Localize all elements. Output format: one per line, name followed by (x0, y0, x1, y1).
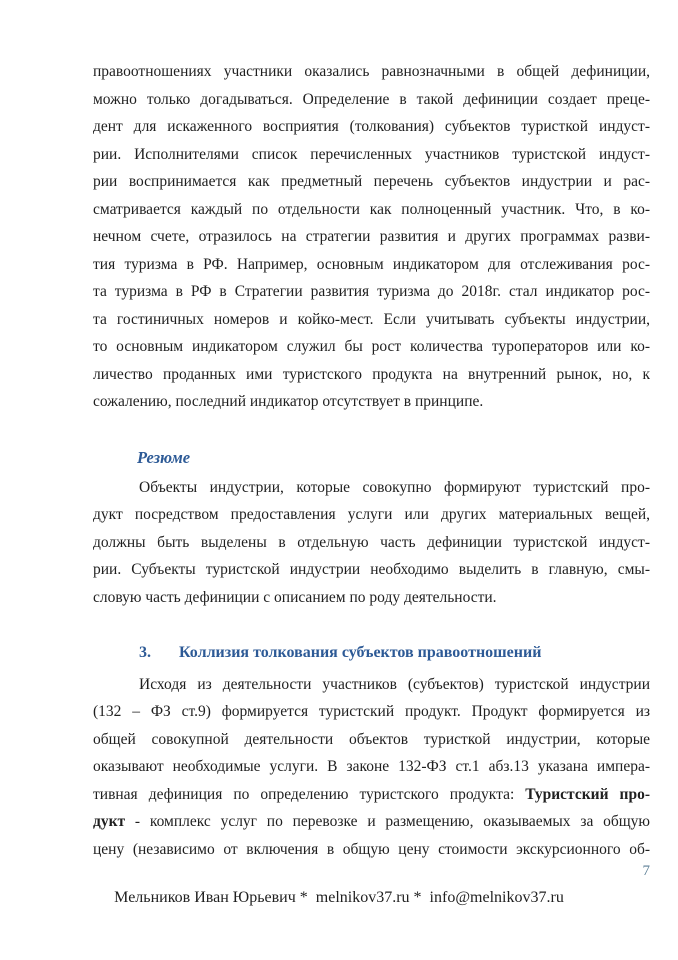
text-line: Объекты индустрии, которые совокупно формируют туристский про- (139, 478, 650, 496)
text-line: можно только догадываться. Определение в такой дефиниции создает преце- (93, 90, 650, 108)
text-line: оказывают необходимые услуги. В законе 132-ФЗ ст.1 абз.13 указана импера- (93, 758, 650, 775)
page-number: 7 (642, 863, 650, 879)
body-paragraph (93, 58, 650, 416)
text-line: то основным индикатором служил бы рост количества туроператоров или ко- (93, 338, 650, 355)
text-line: должны быть выделены в отдельную часть дефиниции туристской индуст- (93, 533, 650, 551)
bold-text: Туристский про- (525, 785, 650, 803)
text-line: нечном счете, отразилось на стратегии развития и других программах разви- (93, 228, 650, 245)
text-line: дент для искаженного восприятия (толкования) субъектов туристкой индуст- (93, 118, 650, 135)
text-line: цену (независимо от включения в общую цену стоимости экскурсионного об- (93, 840, 650, 858)
text-line: (132 – ФЗ ст.9) формируется туристский продукт. Продукт формируется из (93, 703, 650, 720)
text-line: сожалению, последний индикатор отсутствует в принципе. (93, 393, 484, 410)
text-line: тивная дефиниция по определению туристского продукта: Туристский про- (93, 785, 650, 803)
body-paragraph (93, 671, 650, 864)
body-paragraph (93, 474, 650, 612)
text-line: словую часть дефиниции с описанием по роду деятельности. (93, 588, 497, 606)
document-body (93, 58, 650, 863)
text-line: рии воспринимается как предметный перечень субъектов индустрии и рас- (93, 173, 650, 190)
text-line: Исходя из деятельности участников (субъектов) туристской индустрии (139, 675, 650, 693)
text-line: рии. Исполнителями список перечисленных участников туристской индуст- (93, 145, 650, 163)
text-line: сматривается каждый по отдельности как полноценный участник. Что, в ко- (93, 200, 650, 218)
bold-text: дукт (93, 813, 126, 830)
text-line: дукт посредством предоставления услуги или других материальных вещей, (93, 506, 650, 523)
text-line: тия туризма в РФ. Например, основным индикатором для отслеживания рос- (93, 255, 650, 273)
text-line: личество проданных ими туристского продукта на внутренний рынок, но, к (93, 365, 650, 383)
section-number: 3. (139, 644, 151, 661)
section-title: Коллизия толкования субъектов правоотношений (179, 644, 542, 661)
text-line: общей совокупной деятельности объектов туристкой индустрии, которые (93, 730, 650, 748)
text-line: та гостиничных номеров и койко-мест. Если учитывать субъекты индустрии, (93, 310, 650, 328)
text-line: правоотношениях участники оказались равнозначными в общей дефиниции, (93, 63, 650, 80)
summary-heading: Резюме (137, 448, 191, 467)
text-line: дукт - комплекс услуг по перевозке и размещению, оказываемых за общую (93, 813, 650, 830)
section-heading (93, 639, 650, 667)
text-line: та туризма в РФ в Стратегии развития туризма до 2018г. стал индикатор рос- (93, 283, 650, 300)
text-line: рии. Субъекты туристской индустрии необходимо выделить в главную, смы- (93, 561, 650, 578)
footer-credits: Мельников Иван Юрьевич * melnikov37.ru * info@melnikov37.ru (114, 889, 564, 906)
